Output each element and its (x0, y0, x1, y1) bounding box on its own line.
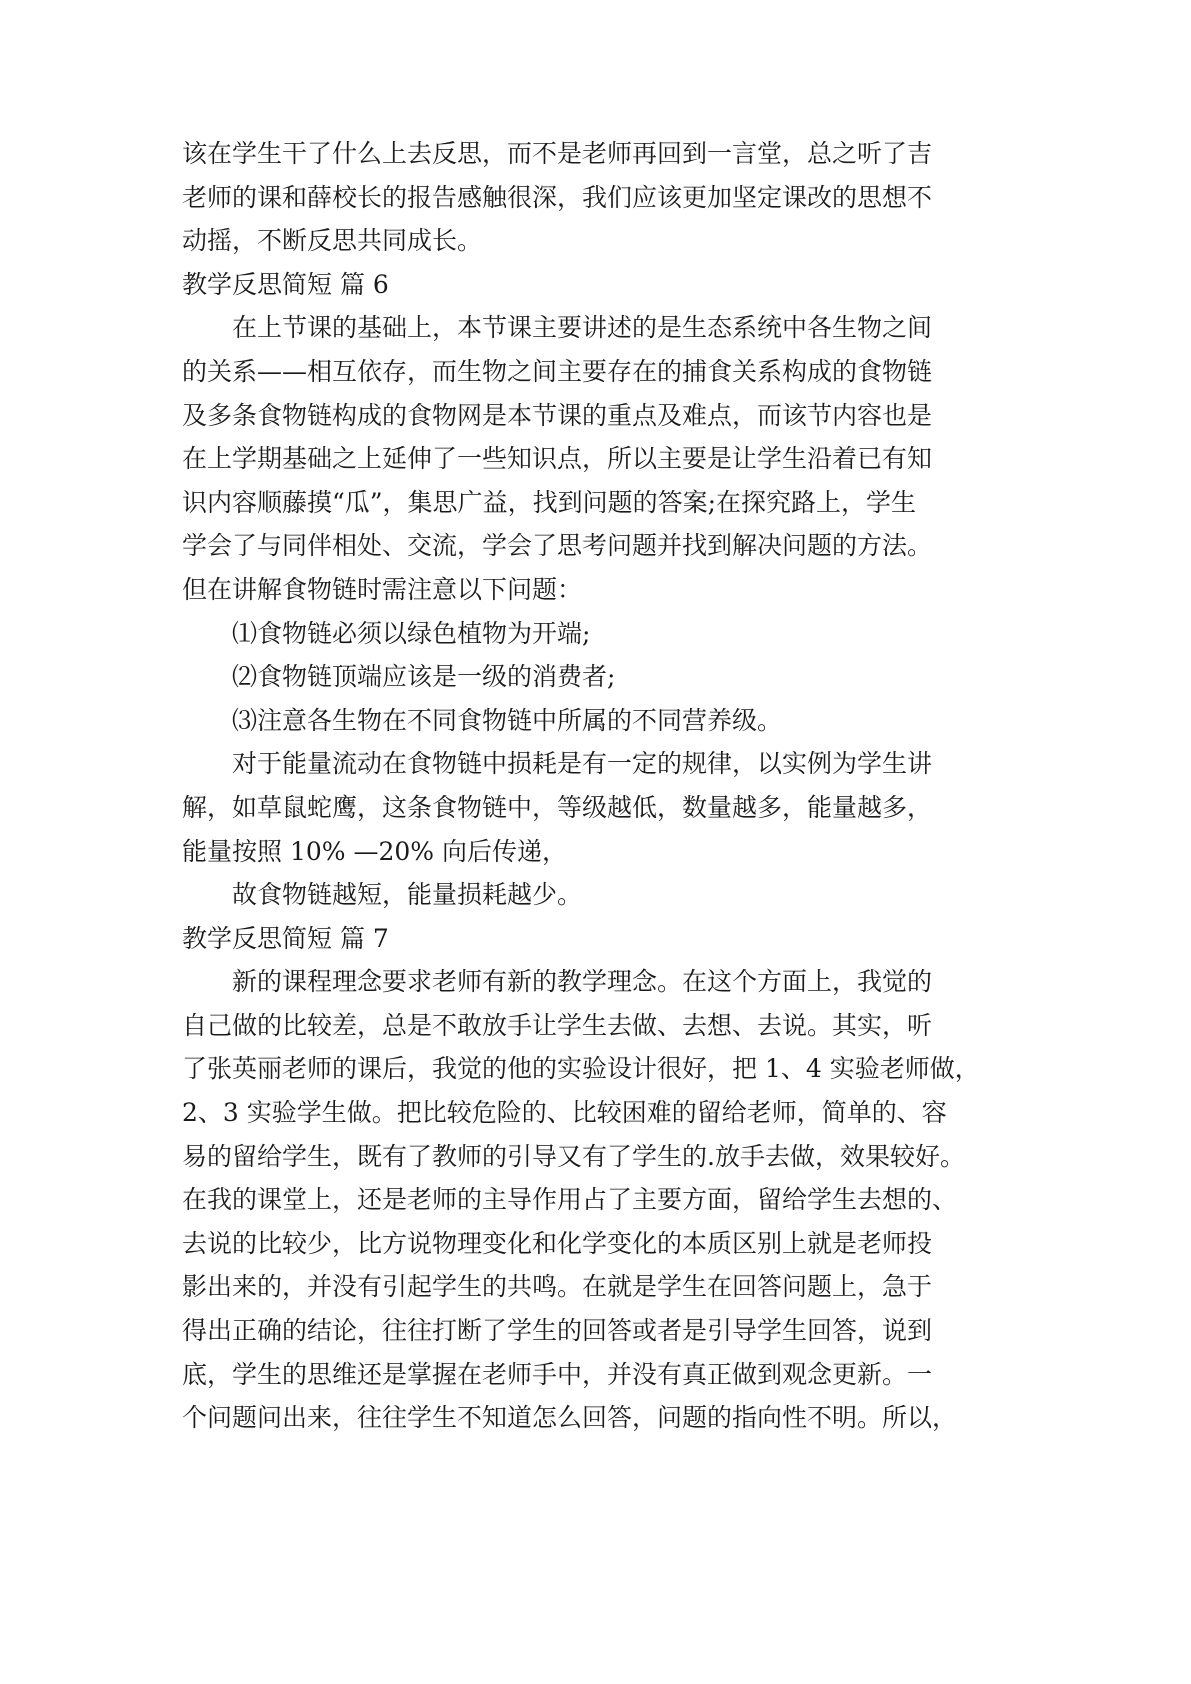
text-line: 解，如草鼠蛇鹰，这条食物链中，等级越低，数量越多，能量越多， (182, 792, 933, 822)
text-line: 2、3 实验学生做。把比较危险的、比较困难的留给老师，简单的、容 (182, 1098, 947, 1128)
text-line: 在上节课的基础上，本节课主要讲述的是生态系统中各生物之间 (232, 313, 933, 343)
text-line: 的关系——相互依存，而生物之间主要存在的捕食关系构成的食物链 (182, 356, 933, 386)
text-line: 学会了与同伴相处、交流，学会了思考问题并找到解决问题的方法。 (182, 531, 933, 561)
text-line: 去说的比较少，比方说物理变化和化学变化的本质区别上就是老师投 (182, 1228, 933, 1258)
text-line: 识内容顺藤摸“瓜”，集思广益，找到问题的答案;在探究路上，学生 (182, 487, 916, 517)
text-line: 在我的课堂上，还是老师的主导作用占了主要方面，留给学生去想的、 (182, 1185, 958, 1215)
text-line: 对于能量流动在食物链中损耗是有一定的规律，以实例为学生讲 (232, 749, 933, 779)
text-line: 能量按照 10% —20% 向后传递， (182, 836, 567, 866)
text-line: 在上学期基础之上延伸了一些知识点，所以主要是让学生沿着已有知 (182, 444, 933, 474)
text-line: ⑵食物链顶端应该是一级的消费者; (232, 662, 616, 692)
text-line: 自己做的比较差，总是不敢放手让学生去做、去想、去说。其实，听 (182, 1010, 933, 1040)
text-line: 新的课程理念要求老师有新的教学理念。在这个方面上，我觉的 (232, 967, 933, 997)
text-line: 教学反思简短 篇 7 (182, 923, 389, 953)
text-line: 易的留给学生，既有了教师的引导又有了学生的.放手去做，效果较好。 (182, 1141, 965, 1171)
text-line: 个问题问出来，往往学生不知道怎么回答，问题的指向性不明。所以， (182, 1403, 958, 1433)
text-line: 故食物链越短，能量损耗越少。 (232, 880, 583, 910)
text-line: ⑴食物链必须以绿色植物为开端; (232, 618, 591, 648)
text-line: 但在讲解食物链时需注意以下问题： (182, 574, 583, 604)
text-line: 老师的课和薛校长的报告感触很深，我们应该更加坚定课改的思想不 (182, 182, 933, 212)
text-line: 及多条食物链构成的食物网是本节课的重点及难点，而该节内容也是 (182, 400, 933, 430)
text-line: 底，学生的思维还是掌握在老师手中，并没有真正做到观念更新。一 (182, 1359, 933, 1389)
text-line: 影出来的，并没有引起学生的共鸣。在就是学生在回答问题上，急于 (182, 1272, 933, 1302)
text-line: 该在学生干了什么上去反思，而不是老师再回到一言堂，总之听了吉 (182, 139, 933, 168)
text-line: 教学反思简短 篇 6 (182, 269, 389, 299)
text-line: 了张英丽老师的课后，我觉的他的实验设计很好，把 1、4 实验老师做， (182, 1054, 980, 1084)
document-body (182, 132, 1022, 1440)
text-line: ⑶注意各生物在不同食物链中所属的不同营养级。 (232, 705, 783, 735)
text-line: 动摇，不断反思共同成长。 (182, 226, 483, 256)
text-line: 得出正确的结论，往往打断了学生的回答或者是引导学生回答，说到 (182, 1316, 933, 1346)
